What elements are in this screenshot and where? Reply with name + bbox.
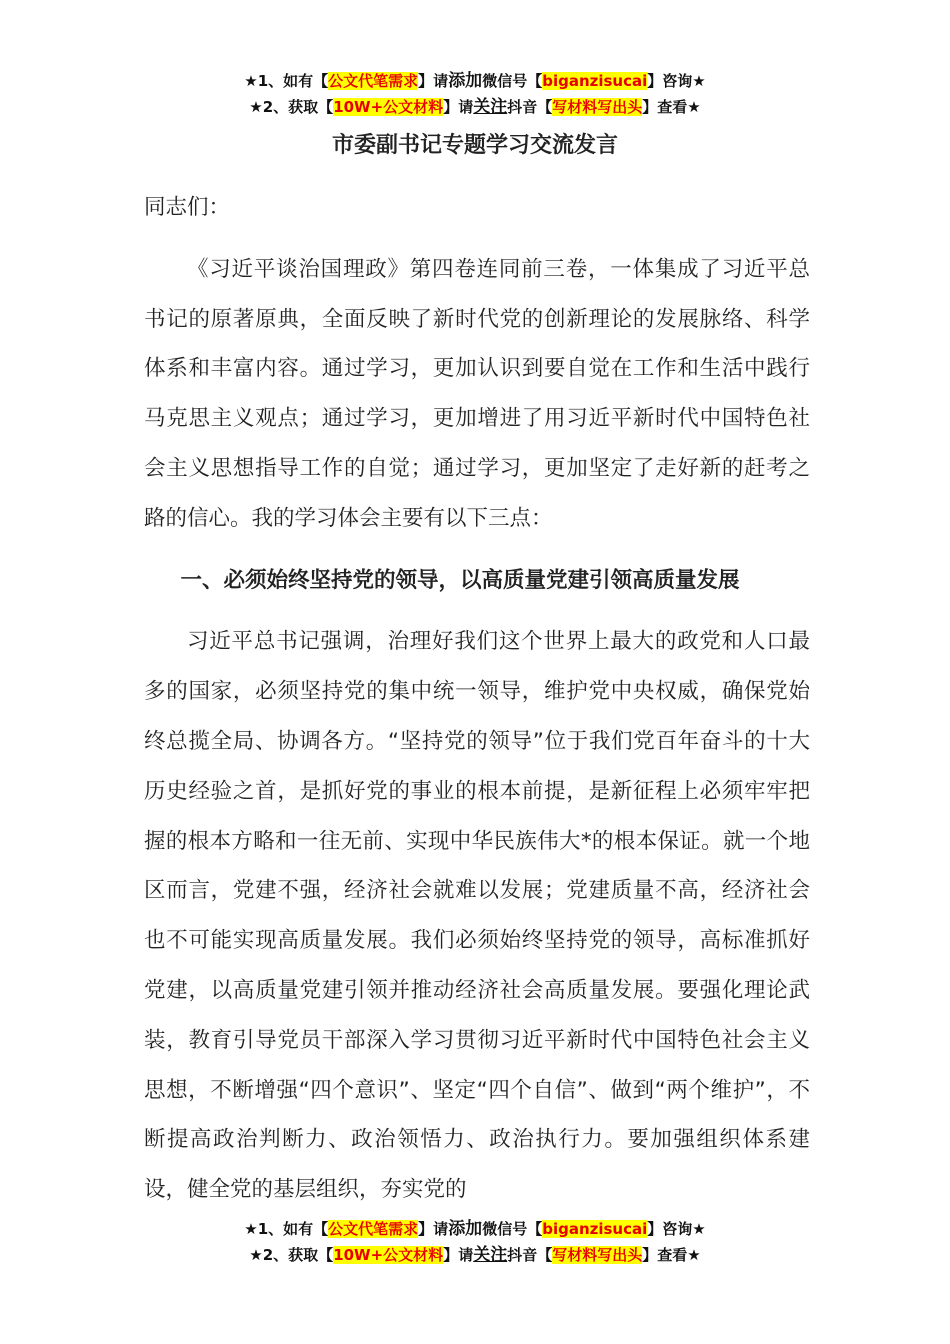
banner-text: 】请 xyxy=(418,1220,449,1238)
salutation: 同志们： xyxy=(144,195,231,220)
banner-text: ★2、获取【 xyxy=(249,1246,334,1264)
banner-highlight-wechat: biganzisucai xyxy=(542,1220,648,1238)
header-banner xyxy=(0,68,950,120)
banner-text: 抖音【 xyxy=(507,98,553,116)
banner-highlight-materials: 10W+公文材料 xyxy=(333,1246,444,1264)
banner-text: 抖音【 xyxy=(507,1246,553,1264)
banner-highlight-materials: 10W+公文材料 xyxy=(333,98,444,116)
banner-highlight-wechat: biganzisucai xyxy=(542,72,648,90)
banner-line-1 xyxy=(0,1216,950,1242)
banner-text: 】咨询★ xyxy=(647,1220,706,1238)
banner-emphasis: 添加 xyxy=(448,1219,483,1239)
banner-line-2 xyxy=(0,1242,950,1268)
banner-line-2 xyxy=(0,94,950,120)
banner-emphasis: 添加 xyxy=(448,71,483,91)
section-paragraph: 习近平总书记强调，治理好我们这个世界上最大的政党和人口最多的国家，必须坚持党的集中统一领导，维护党中央权威，确保党始终总揽全局、协调各方。“坚持党的领导”位于我们党百年奋斗的十大历史经验之首，是抓好党的事业的根本前提，是新征程上必须牢牢把握的根本方略和一往无前、实现中华民族伟大*的根本保证。就一个地区而言，党建不强，经济社会就难以发展；党建质量不高，经济社会也不可能实现高质量发展。我们必须始终坚持党的领导，高标准抓好党建，以高质量党建引领并推动经济社会高质量发展。要强化理论武装，教育引导党员干部深入学习贯彻习近平新时代中国特色社会主义思想，不断增强“四个意识”、坚定“四个自信”、做到“两个维护”，不断提高政治判断力、政治领悟力、政治执行力。要加强组织体系建设，健全党的基层组织，夯实党的 xyxy=(144,629,810,1203)
banner-text: ★2、获取【 xyxy=(249,98,334,116)
footer-banner xyxy=(0,1216,950,1268)
banner-text: 微信号【 xyxy=(482,72,543,90)
banner-highlight-service: 公文代笔需求 xyxy=(328,72,419,90)
banner-text: 】查看★ xyxy=(642,98,701,116)
banner-highlight-douyin: 写材料写出头 xyxy=(552,1246,643,1264)
banner-highlight-douyin: 写材料写出头 xyxy=(552,98,643,116)
intro-paragraph: 《习近平谈治国理政》第四卷连同前三卷，一体集成了习近平总书记的原著原典，全面反映了新时代党的创新理论的发展脉络、科学体系和丰富内容。通过学习，更加认识到要自觉在工作和生活中践行马克思主义观点；通过学习，更加增进了用习近平新时代中国特色社会主义思想指导工作的自觉；通过学习，更加坚定了走好新的赶考之路的信心。我的学习体会主要有以下三点： xyxy=(144,256,810,531)
banner-text: 】查看★ xyxy=(642,1246,701,1264)
section-heading: 一、必须始终坚持党的领导，以高质量党建引领高质量发展 xyxy=(180,567,740,593)
document-title: 市委副书记专题学习交流发言 xyxy=(331,133,618,158)
banner-highlight-service: 公文代笔需求 xyxy=(328,1220,419,1238)
banner-text: 】请 xyxy=(443,98,474,116)
banner-emphasis: 关注 xyxy=(473,97,508,117)
banner-text: ★1、如有【 xyxy=(244,1220,329,1238)
document-body xyxy=(144,183,810,1227)
banner-text: 】请 xyxy=(418,72,449,90)
banner-text: 微信号【 xyxy=(482,1220,543,1238)
banner-line-1 xyxy=(0,68,950,94)
banner-text: 】请 xyxy=(443,1246,474,1264)
banner-text: ★1、如有【 xyxy=(244,72,329,90)
banner-emphasis: 关注 xyxy=(473,1245,508,1265)
banner-text: 】咨询★ xyxy=(647,72,706,90)
